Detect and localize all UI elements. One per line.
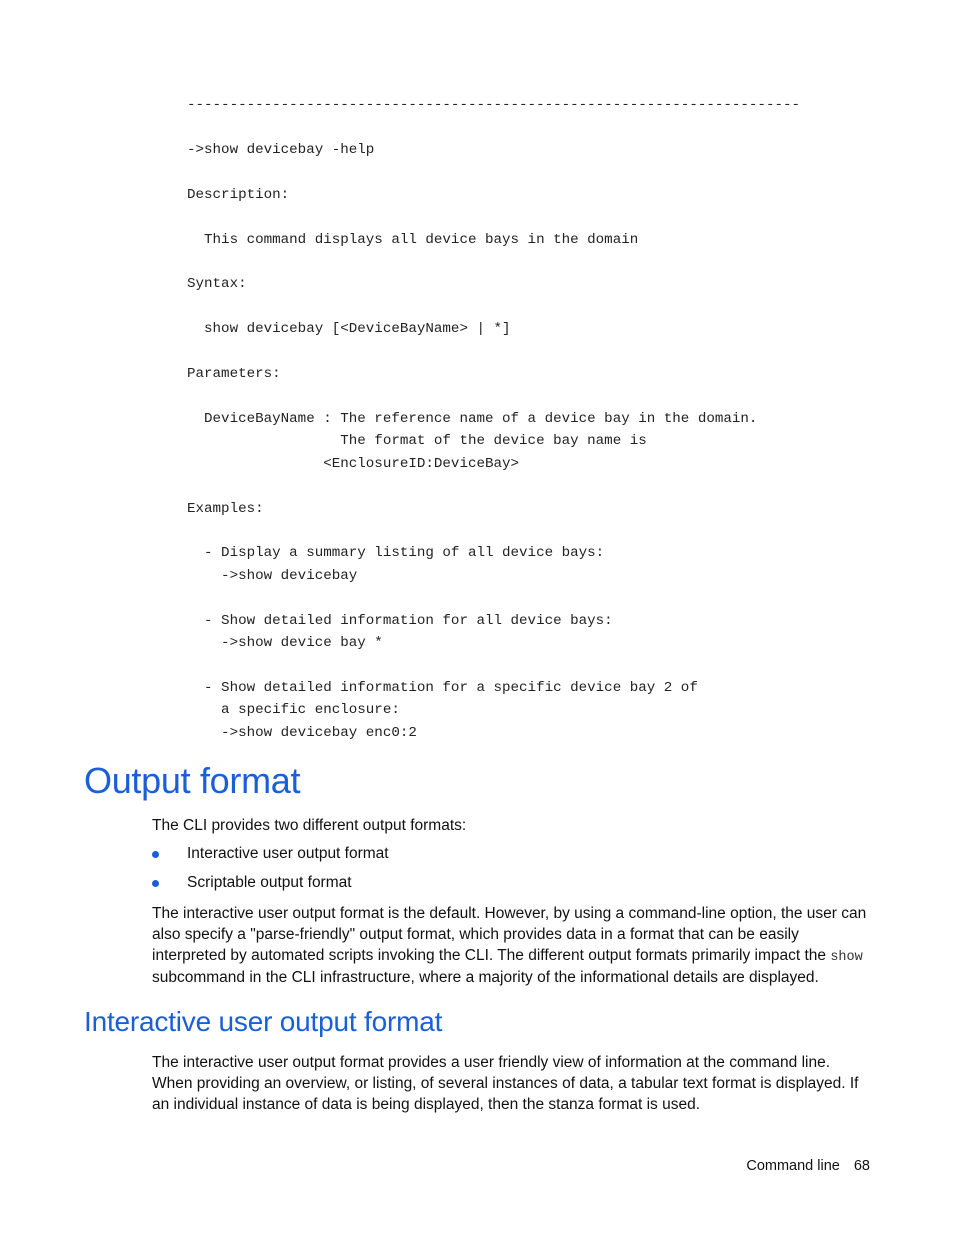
code-line: Syntax: [187, 276, 247, 293]
bullet-icon [152, 851, 159, 858]
code-line: This command displays all device bays in the domain [187, 231, 639, 248]
code-line: a specific enclosure: [187, 702, 400, 719]
interactive-output-paragraph: The interactive user output format provides a user friendly view of information at the command line. When providing an overview, or listing, of several instances of data, a tabular text format is displayed. If an individual instance of data is being displayed, then the stanza format is used. [152, 1054, 859, 1113]
output-format-paragraph [152, 904, 874, 989]
code-line: DeviceBayName : The reference name of a device bay in the domain. [187, 410, 758, 427]
code-divider: ------------------------------------------------------------------------ [187, 97, 800, 113]
section-title-interactive-output: Interactive user output format [84, 1006, 443, 1037]
code-line: Examples: [187, 500, 264, 517]
code-line: show devicebay [<DeviceBayName> | *] [187, 321, 511, 338]
code-line: - Display a summary listing of all device bays: [187, 545, 605, 562]
page-number: 68 [853, 1158, 870, 1174]
footer-section-label: Command line [746, 1158, 840, 1174]
list-item-label: Interactive user output format [187, 845, 389, 862]
code-line [187, 520, 757, 542]
code-line: <EnclosureID:DeviceBay> [187, 455, 520, 472]
code-line: ->show devicebay enc0:2 [187, 724, 417, 741]
code-line: ->show devicebay -help [187, 142, 375, 158]
inline-code-show: show [830, 949, 863, 965]
code-line [187, 587, 757, 609]
code-block [187, 139, 757, 744]
code-line [187, 251, 757, 273]
code-line [187, 296, 757, 318]
code-line [187, 654, 757, 676]
code-line: Parameters: [187, 366, 281, 383]
code-line [187, 475, 757, 497]
code-line: - Show detailed information for a specific device bay 2 of [187, 679, 698, 696]
page-footer [746, 1158, 870, 1174]
output-format-intro: The CLI provides two different output formats: [152, 817, 467, 834]
code-line [187, 161, 757, 183]
code-line [187, 206, 757, 228]
code-line: ->show devicebay [187, 567, 358, 584]
code-line: ->show device bay * [187, 634, 383, 651]
code-line [187, 385, 757, 407]
code-line [187, 341, 757, 363]
paragraph-text: subcommand in the CLI infrastructure, where a majority of the informational details are displayed. [152, 969, 819, 987]
paragraph-text: The interactive user output format is the default. However, by using a command-line option, the user can also specify a "parse-friendly" output format, which provides data in a format that can be easily interpreted by automated scripts invoking the CLI. The different output formats primarily impact the [152, 905, 867, 964]
code-line: The format of the device bay name is [187, 433, 647, 450]
bullet-icon [152, 880, 159, 887]
code-line: Description: [187, 186, 290, 203]
section-title-output-format: Output format [84, 760, 301, 801]
list-item-label: Scriptable output format [187, 874, 352, 891]
code-line: - Show detailed information for all device bays: [187, 612, 613, 629]
